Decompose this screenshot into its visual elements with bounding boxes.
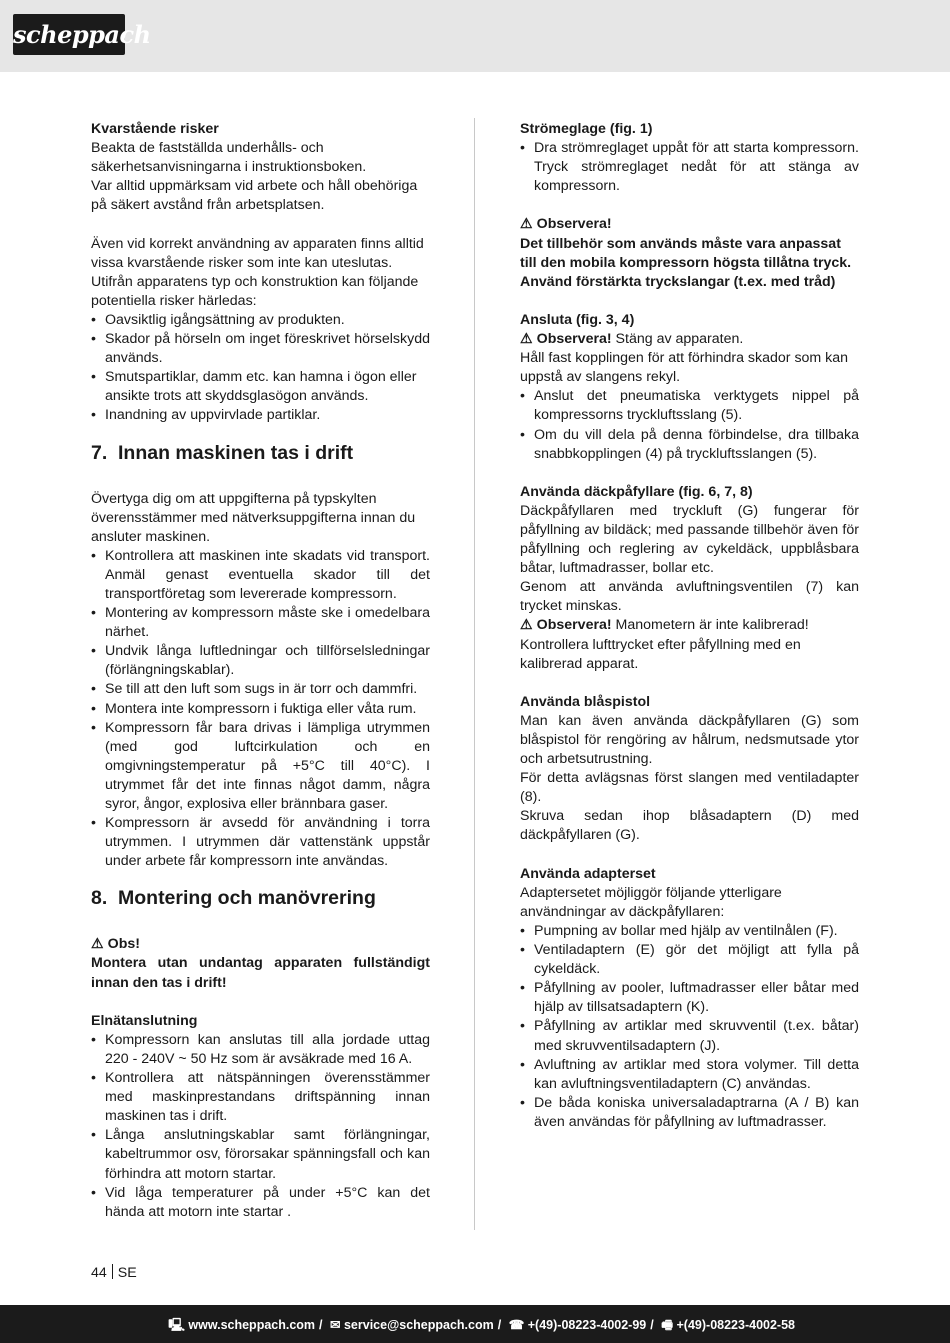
tyre-inflator-warning (520, 616, 859, 635)
footer-separator: / (319, 1318, 323, 1332)
fax-icon: 🖷 (661, 1318, 677, 1332)
list-item: • Påfyllning av artiklar med skruvventil (t.ex. båtar) med skruvventilsadaptern (J). (520, 1017, 859, 1055)
page-number-separator (112, 1264, 113, 1279)
list-item: • Kompressorn får bara drivas i lämpliga utrymmen (med god luftcirkulation och en omgivningstemperatur på +5°C till 40°C). I utrymmet får det inte finnas något damm, några syror, ångor, explosiva eller brännbara gaser. (91, 719, 430, 814)
footer-email[interactable]: service@scheppach.com (343, 1318, 494, 1332)
list-item: • Inandning av uppvirvlade partiklar. (91, 406, 430, 425)
list-item: • Långa anslutningskablar samt förlängningar, kabeltrummor osv, förorsakar spänningsfall och kan förhindra att motorn startar. (91, 1126, 430, 1183)
list-item: • Undvik långa luftledningar och tillförselsledningar (förlängningskablar). (91, 642, 430, 680)
footer-phone: +(49)-08223-4002-99 (527, 1318, 647, 1332)
section-8-title: Montering och manövrering (118, 887, 376, 910)
page-language: SE (117, 1265, 137, 1281)
monitor-icon: 🖳 (168, 1318, 189, 1332)
tyre-inflator-heading: Använda däckpåfyllare (fig. 6, 7, 8) (520, 483, 753, 500)
connect-paragraph: Håll fast kopplingen för att förhindra skador som kan uppstå av slangens rekyl. (520, 350, 849, 386)
tyre-inflator-paragraph-2: Genom att använda avluftningsventilen (7) kan trycket minskas. (520, 579, 859, 615)
right-column (520, 120, 859, 1132)
list-item: • Montera inte kompressorn i fuktiga eller våta rum. (91, 700, 430, 719)
adapter-set-heading: Använda adapterset (520, 865, 656, 882)
mains-connection-list (91, 1031, 430, 1222)
page-number-value: 44 (91, 1265, 107, 1281)
tyre-warning-text: Manometern är inte kalibrerad! (615, 617, 809, 634)
column-divider (474, 118, 475, 1230)
left-column (91, 120, 430, 1222)
adapter-set-paragraph: Adaptersetet möjliggör följande ytterligare användningar av däckpåfyllaren: (520, 884, 782, 920)
footer-separator: / (650, 1318, 654, 1332)
tyre-warning-label: Observera! (536, 617, 612, 634)
section-8-number: 8. (91, 887, 108, 910)
list-item: • Se till att den luft som sugs in är torr och dammfri. (91, 680, 430, 699)
section-7-heading (91, 440, 430, 466)
observe-warning-title (520, 215, 859, 234)
connect-warning-text: Stäng av apparaten. (615, 331, 744, 348)
footer-website[interactable]: www.scheppach.com (188, 1318, 316, 1332)
list-item: • Pumpning av bollar med hjälp av ventilnålen (F). (520, 922, 859, 941)
power-switch-heading: Strömeglage (fig. 1) (520, 121, 653, 137)
section-7-list (91, 547, 430, 872)
list-item: • Kontrollera att maskinen inte skadats vid transport. Anmäl genast eventuella skador till det transportföretag som levererade kompressorn. (91, 547, 430, 604)
observe-warning-text: Det tillbehör som används måste vara anpassat till den mobila kompressorn högsta tillåtna tryck. Använd förstärkta tryckslangar (t.ex. med tråd) (520, 235, 852, 290)
list-item: • Avluftning av artiklar med stora volymer. Till detta kan avluftningsventiladaptern (C) användas. (520, 1056, 859, 1094)
mains-connection-heading: Elnätanslutning (91, 1012, 198, 1029)
section-8-heading (91, 885, 430, 911)
list-item: • Påfyllning av pooler, luftmadrasser eller båtar med hjälp av tillsatsadaptern (K). (520, 979, 859, 1017)
residual-risks-paragraph-2: Var alltid uppmärksam vid arbete och håll obehöriga på säkert avstånd från arbetsplatsen. (91, 178, 418, 214)
page-header (0, 0, 950, 72)
observe-label: Observera! (536, 216, 612, 233)
list-item: • Anslut det pneumatiska verktygets nippel på kompressorns tryckluftsslang (5). (520, 387, 859, 425)
list-item: • Vid låga temperaturer på under +5°C kan det hända att motorn inte startar . (91, 1184, 430, 1222)
list-item: • Oavsiktlig igångsättning av produkten. (91, 311, 430, 330)
obs-warning-title (91, 935, 430, 954)
logo-text: scheppach (13, 20, 151, 49)
connect-heading: Ansluta (fig. 3, 4) (520, 311, 635, 328)
connect-warning-label: Observera! (536, 331, 612, 348)
adapter-set-list (520, 922, 859, 1132)
blow-gun-paragraph-3: Skruva sedan ihop blåsadaptern (D) med däckpåfyllaren (G). (520, 808, 859, 844)
warning-icon: ⚠ (520, 617, 537, 634)
list-item: • Kompressorn kan anslutas till alla jordade uttag 220 - 240V ~ 50 Hz som är avsäkrade med 16 A. (91, 1031, 430, 1069)
list-item: • Montering av kompressorn måste ske i omedelbara närhet. (91, 604, 430, 642)
footer-separator: / (497, 1318, 502, 1332)
tyre-inflator-paragraph-3: Kontrollera lufttrycket efter påfyllning med en kalibrerad apparat. (520, 636, 801, 672)
residual-risks-paragraph-3: Även vid korrekt användning av apparaten finns alltid vissa kvarstående risker som inte kan uteslutas. Utifrån apparatens typ och konstruktion kan följande potentiella risker härledas: (91, 235, 424, 309)
section-7-intro: Övertyga dig om att uppgifterna på typskylten överensstämmer med nätverksuppgifterna innan du ansluter maskinen. (91, 490, 416, 545)
blow-gun-paragraph-1: Man kan även använda däckpåfyllaren (G) som blåspistol för rengöring av hålrum, nedsmutsade ytor och arbetsutrustning. (520, 712, 859, 768)
residual-risks-paragraph-1: Beakta de fastställda underhålls- och säkerhetsanvisningarna i instruktionsboken. (91, 140, 367, 176)
envelope-icon: ✉ (330, 1318, 344, 1332)
page-footer (0, 1305, 950, 1343)
section-7-number: 7. (91, 441, 108, 464)
scheppach-logo (13, 14, 151, 55)
list-item: • Dra strömreglaget uppåt för att starta kompressorn. Tryck strömreglaget nedåt för att stänga av kompressorn. (520, 139, 859, 196)
phone-icon: ☎ (508, 1318, 528, 1332)
page-number (91, 1264, 137, 1283)
list-item: • Kompressorn är avsedd för användning i torra utrymmen. I utrymmen där vattenstänk uppstår under arbete får kompressorn inte användas. (91, 814, 430, 871)
list-item: • De båda koniska universaladaptrarna (A / B) kan även användas för påfyllning av luftmadrasser. (520, 1094, 859, 1132)
connect-warning (520, 330, 859, 349)
warning-icon: ⚠ (91, 936, 108, 953)
blow-gun-heading: Använda blåspistol (520, 693, 651, 710)
obs-warning-text: Montera utan undantag apparaten fullständigt innan den tas i drift! (91, 955, 430, 991)
footer-fax: +(49)-08223-4002-58 (676, 1318, 795, 1332)
warning-icon: ⚠ (520, 216, 537, 233)
warning-icon: ⚠ (520, 331, 537, 348)
blow-gun-paragraph-2: För detta avlägsnas först slangen med ventiladapter (8). (520, 770, 859, 806)
list-item: • Ventiladaptern (E) gör det möjligt att fylla på cykeldäck. (520, 941, 859, 979)
section-7-title: Innan maskinen tas i drift (118, 441, 354, 464)
list-item: • Skador på hörseln om inget föreskrivet hörselskydd används. (91, 330, 430, 368)
list-item: • Om du vill dela på denna förbindelse, dra tillbaka snabbkopplingen (4) på tryckluftsslangen (5). (520, 426, 859, 464)
connect-list (520, 387, 859, 463)
tyre-inflator-paragraph-1: Däckpåfyllaren med tryckluft (G) fungerar för påfyllning av bildäck; med passande tillbehör även för påfyllning och reglering av cykeldäck, uppblåsbara båtar, luftmadrasser, bollar etc. (520, 502, 859, 577)
obs-label: Obs! (107, 936, 140, 953)
power-switch-list (520, 139, 859, 196)
residual-risks-list (91, 311, 430, 426)
list-item: • Kontrollera att nätspänningen överensstämmer med maskinprestandans driftspänning innan maskinen tas i drift. (91, 1069, 430, 1126)
residual-risks-heading: Kvarstående risker (91, 121, 219, 137)
list-item: • Smutspartiklar, damm etc. kan hamna i ögon eller ansikte trots att skyddsglasögon används. (91, 368, 430, 406)
